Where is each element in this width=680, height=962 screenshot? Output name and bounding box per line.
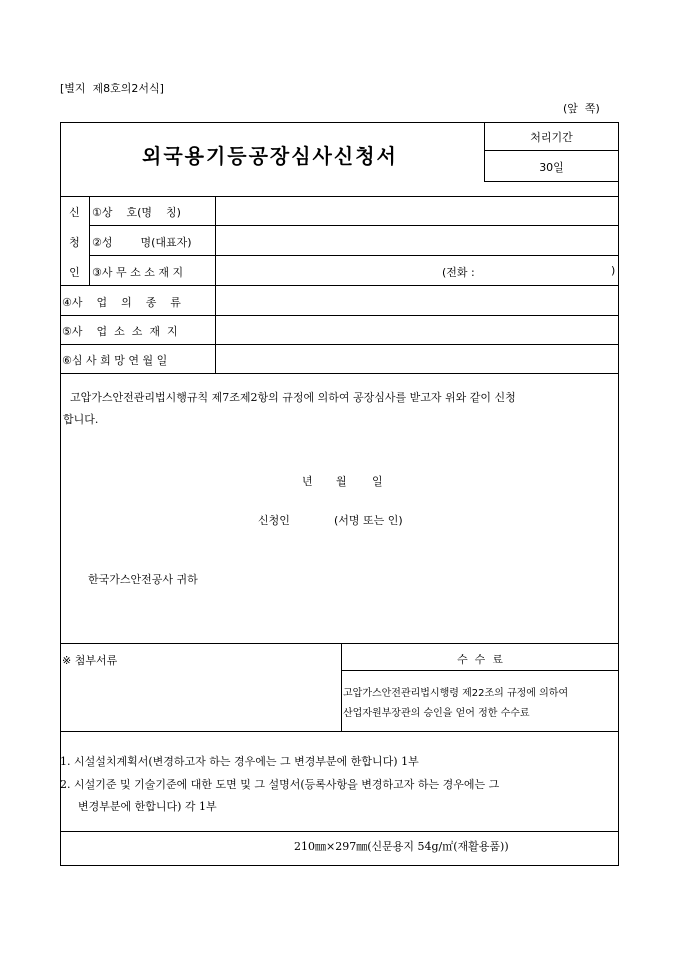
phone-label: (전화 :: [442, 266, 475, 279]
trade-name-label: ①상 호(명 칭): [92, 206, 181, 219]
grid-line: [60, 731, 619, 732]
grid-line: [89, 255, 619, 256]
signature-note: (서명 또는 인): [334, 514, 403, 527]
grid-line: [215, 196, 216, 373]
applicant-char: 인: [69, 266, 80, 279]
fee-line-1: 고압가스안전관리법시행령 제22조의 규정에 의하여: [343, 688, 569, 699]
side-label: (앞 쪽): [563, 102, 600, 115]
representative-name-field[interactable]: [216, 231, 618, 251]
office-address-label: ③사 무 소 소 재 지: [92, 266, 184, 279]
grid-line: [60, 344, 619, 345]
footer-spec: 210㎜×297㎜(신문용지 54g/㎡(재활용품)): [294, 840, 509, 853]
processing-divider: [484, 150, 619, 151]
trade-name-field[interactable]: [216, 201, 618, 221]
business-address-field[interactable]: [216, 319, 618, 339]
statement-line-1: 고압가스안전관리법시행규칙 제7조제2항의 규정에 의하여 공장심사를 받고자 위와 같이 신청: [70, 391, 516, 404]
recipient: 한국가스안전공사 귀하: [88, 573, 198, 586]
page-title: 외국용기등공장심사신청서: [142, 144, 398, 168]
phone-field[interactable]: [488, 261, 610, 281]
grid-line: [341, 670, 619, 671]
grid-line: [60, 315, 619, 316]
business-type-field[interactable]: [216, 290, 618, 310]
office-address-field[interactable]: [216, 261, 438, 281]
representative-name-label: ②성 명(대표자): [92, 236, 192, 249]
grid-line: [60, 643, 619, 644]
fee-header: 수 수 료: [457, 653, 503, 666]
fee-line-2: 산업자원부장관의 승인을 얻어 정한 수수료: [343, 708, 530, 719]
grid-line: [60, 285, 619, 286]
processing-label: 처리기간: [530, 131, 573, 144]
attachments-header: ※ 첨부서류: [62, 654, 118, 667]
form-code: [별지 제8호의2서식]: [60, 82, 164, 95]
attachment-item-2-cont: 변경부분에 한합니다) 각 1부: [78, 800, 217, 813]
inspection-date-field[interactable]: [216, 348, 618, 368]
grid-line: [60, 196, 619, 197]
applicant-char: 신: [69, 206, 80, 219]
date-day: 일: [372, 475, 383, 488]
statement-line-2: 합니다.: [63, 413, 99, 426]
grid-line: [60, 373, 619, 374]
date-year: 년: [302, 475, 313, 488]
applicant-sign-label: 신청인: [258, 514, 290, 527]
applicant-char: 청: [69, 236, 80, 249]
attachment-item-1: 1. 시설설치계획서(변경하고자 하는 경우에는 그 변경부분에 한합니다) 1부: [60, 755, 419, 768]
business-address-label: ⑤사 업 소 소 재 지: [62, 325, 178, 338]
grid-line: [89, 225, 619, 226]
attachment-item-2: 2. 시설기준 및 기술기준에 대한 도면 및 그 설명서(등록사항을 변경하고자 하는 경우에는 그: [60, 778, 500, 791]
business-type-label: ④사 업 의 종 류: [62, 296, 181, 309]
processing-bottom: [484, 181, 619, 182]
processing-value: 30일: [539, 161, 564, 174]
date-month: 월: [336, 475, 347, 488]
grid-line: [60, 831, 619, 832]
phone-close: ): [611, 264, 616, 277]
grid-line: [89, 196, 90, 285]
inspection-date-label: ⑥심 사 희 망 연 월 일: [62, 354, 168, 367]
